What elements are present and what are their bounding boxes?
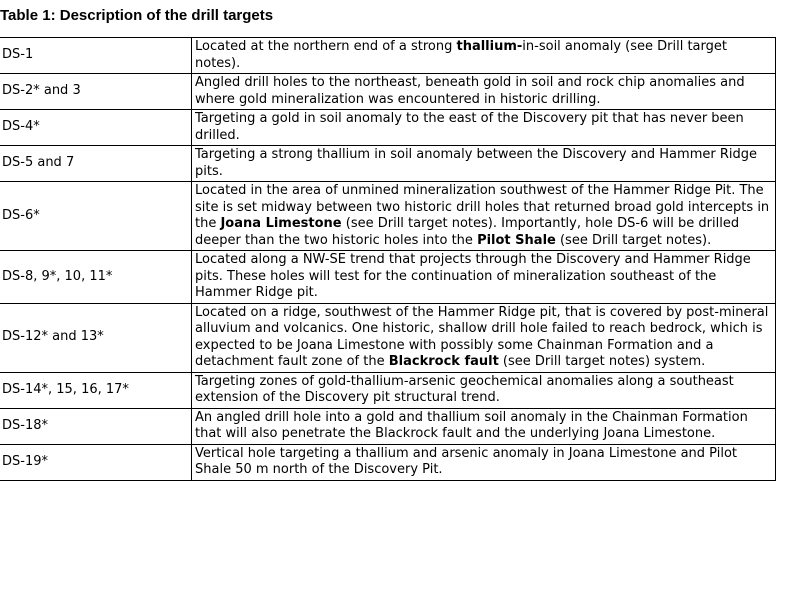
- target-id-cell: DS-12* and 13*: [0, 303, 192, 372]
- table-row: [0, 74, 776, 110]
- description-text: Located along a NW-SE trend that projects through the Discovery and Hammer Ridge pits. These holes will test for the continuation of mineralization southeast of the Hammer Ridge pit.: [195, 252, 751, 300]
- target-id-cell: DS-6*: [0, 182, 192, 251]
- description-text: Targeting a strong thallium in soil anomaly between the Discovery and Hammer Ridge pits.: [195, 147, 757, 179]
- description-text: Vertical hole targeting a thallium and arsenic anomaly in Joana Limestone and Pilot Shale 50 m north of the Discovery Pit.: [195, 445, 737, 477]
- table-row: [0, 372, 776, 408]
- target-description-cell: [192, 38, 776, 74]
- target-description-cell: [192, 146, 776, 182]
- target-description-cell: [192, 303, 776, 372]
- description-text: An angled drill hole into a gold and thallium soil anomaly in the Chainman Formation that will also penetrate the Blackrock fault and the underlying Joana Limestone.: [195, 409, 748, 441]
- table-row: [0, 146, 776, 182]
- target-id-cell: DS-4*: [0, 110, 192, 146]
- target-description-cell: [192, 408, 776, 444]
- target-id-cell: DS-19*: [0, 444, 192, 480]
- table-row: [0, 251, 776, 304]
- description-text: (see Drill target notes) system.: [498, 354, 706, 369]
- table-row: [0, 38, 776, 74]
- description-text: Targeting zones of gold-thallium-arsenic geochemical anomalies along a southeast extension of the Discovery pit structural trend.: [195, 373, 734, 405]
- drill-targets-table: [0, 37, 776, 481]
- table-row: [0, 408, 776, 444]
- target-id-cell: DS-14*, 15, 16, 17*: [0, 372, 192, 408]
- description-text: Located on a ridge, southwest of the Hammer Ridge pit, that is covered by post-mineral alluvium and volcanics. One historic, shallow drill hole failed to reach bedrock, which is expected to be Joana Limestone with possibly some Chainman Formation and a detachment fault zone of the: [195, 304, 769, 369]
- bold-term: Blackrock fault: [388, 354, 499, 369]
- table-row: [0, 110, 776, 146]
- target-description-cell: [192, 372, 776, 408]
- target-description-cell: [192, 74, 776, 110]
- target-description-cell: [192, 444, 776, 480]
- description-text: Targeting a gold in soil anomaly to the east of the Discovery pit that has never been drilled.: [195, 111, 744, 143]
- description-text: Angled drill holes to the northeast, beneath gold in soil and rock chip anomalies and where gold mineralization was encountered in historic drilling.: [195, 75, 745, 107]
- table-row: [0, 444, 776, 480]
- target-id-cell: DS-2* and 3: [0, 74, 192, 110]
- target-id-cell: DS-18*: [0, 408, 192, 444]
- table-row: [0, 303, 776, 372]
- table-row: [0, 182, 776, 251]
- target-description-cell: [192, 251, 776, 304]
- bold-term: thallium-: [456, 39, 523, 54]
- description-text: Located in the area of unmined mineralization southwest of the Hammer Ridge Pit. The site is set midway between two historic drill holes that returned broad gold intercepts in the: [195, 183, 770, 231]
- target-id-cell: DS-5 and 7: [0, 146, 192, 182]
- description-text: (see Drill target notes). Importantly, hole DS-6 will be drilled deeper than the two historic holes into the: [195, 216, 740, 248]
- bold-term: Joana Limestone: [220, 216, 342, 231]
- target-description-cell: [192, 182, 776, 251]
- table-caption: Table 1: Description of the drill targets: [0, 7, 274, 24]
- drill-targets-body: [0, 38, 776, 481]
- description-text: (see Drill target notes).: [555, 232, 712, 248]
- description-text: Located at the northern end of a strong: [195, 39, 457, 54]
- description-text: in-soil anomaly (see Drill target notes).: [195, 39, 727, 71]
- bold-term: Pilot Shale: [477, 232, 556, 248]
- target-id-cell: DS-1: [0, 38, 192, 74]
- target-description-cell: [192, 110, 776, 146]
- target-id-cell: DS-8, 9*, 10, 11*: [0, 251, 192, 304]
